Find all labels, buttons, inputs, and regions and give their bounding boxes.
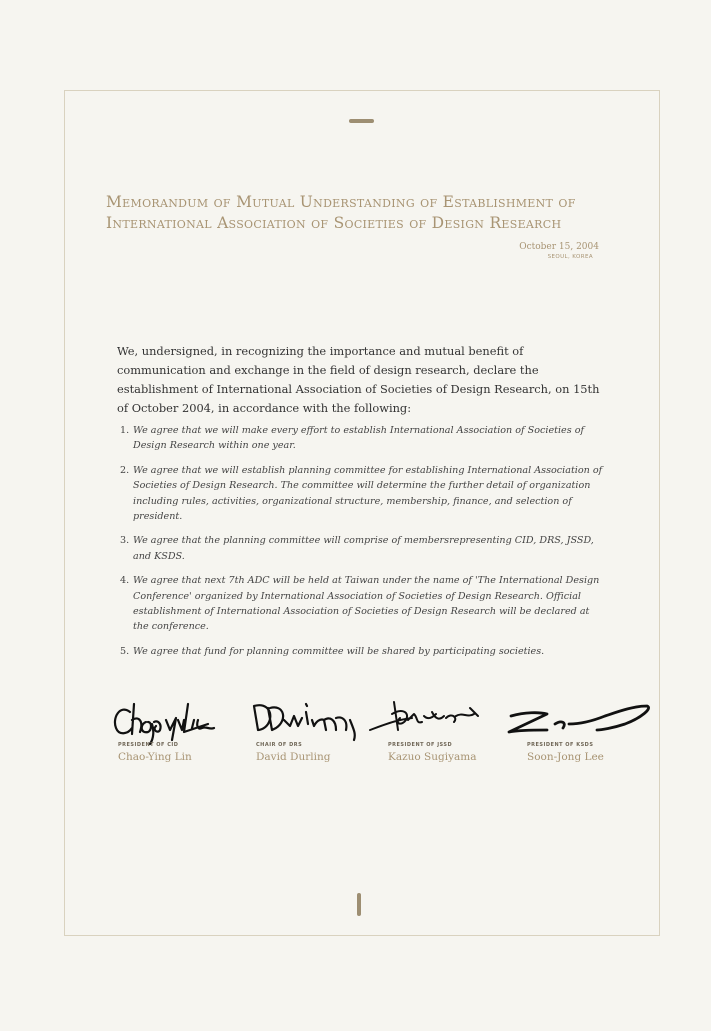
agreement-number: 5. (120, 645, 130, 657)
agreement-item (120, 533, 605, 564)
agreement-item (120, 463, 605, 525)
document-date: October 15, 2004 (519, 242, 599, 252)
intro-paragraph: We, undersigned, in recognizing the importance and mutual benefit of communication and exchange in the field of design research, declare the establishment of International Association of Societies of Design Research, on 15th of October 2004, in accordance with the following: (117, 344, 600, 415)
signatory-name: Soon-Jong Lee (527, 751, 604, 763)
signatory-name: David Durling (256, 751, 331, 763)
handwritten-signature-kazuo-sugiyama (366, 690, 486, 745)
signatory-cid (110, 690, 230, 770)
signatory-role: PRESIDENT OF CID (118, 742, 179, 748)
signature-block (0, 690, 711, 780)
agreement-text: We agree that next 7th ADC will be held at Taiwan under the name of 'The International Design Conference' organized by International Association of Societies of Design Research. Official establishment of International Association of Societies of Design Research will be declared at the conference. (133, 575, 600, 633)
agreement-text: We agree that we will make every effort to establish International Association of Societies of Design Research within one year. (133, 425, 585, 452)
agreement-text: We agree that we will establish planning committee for establishing International Association of Societies of Design Research. The committee will determine the further detail of organization including rules, activities, organizational structure, membership, finance, and selection of president. (133, 464, 603, 523)
agreement-number: 3. (120, 535, 130, 547)
agreement-item (120, 644, 605, 659)
document-place: SEOUL, KOREA (547, 254, 593, 260)
bottom-ornament-mark (357, 893, 361, 916)
agreement-item (120, 573, 605, 635)
agreement-number: 2. (120, 464, 130, 476)
signatory-name: Chao-Ying Lin (118, 751, 192, 763)
top-ornament-mark (349, 119, 374, 123)
signatory-role: CHAIR OF DRS (256, 742, 303, 748)
signatory-drs (250, 690, 370, 770)
agreement-item (120, 423, 605, 454)
signatory-role: PRESIDENT OF JSSD (388, 742, 453, 748)
signatory-name: Kazuo Sugiyama (388, 751, 477, 763)
agreement-number: 1. (120, 425, 130, 436)
document-title (106, 192, 646, 234)
agreement-number: 4. (120, 575, 130, 587)
handwritten-signature-david-durling (250, 690, 370, 745)
title-line-2: International Association of Societies of Design Research (106, 214, 562, 232)
handwritten-signature-chao-ying-lin (110, 690, 230, 745)
signatory-role: PRESIDENT OF KSDS (527, 742, 594, 748)
signatory-ksds (505, 690, 655, 770)
title-line-1: Memorandum of Mutual Understanding of Establishment of (106, 193, 576, 211)
agreement-text: We agree that fund for planning committee will be shared by participating societies. (133, 645, 545, 657)
handwritten-signature-soon-jong-lee (505, 690, 655, 745)
agreement-list (120, 423, 605, 659)
signatory-jssd (366, 690, 486, 770)
agreement-text: We agree that the planning committee will comprise of membersrepresenting CID, DRS, JSSD, and KSDS. (133, 535, 594, 562)
